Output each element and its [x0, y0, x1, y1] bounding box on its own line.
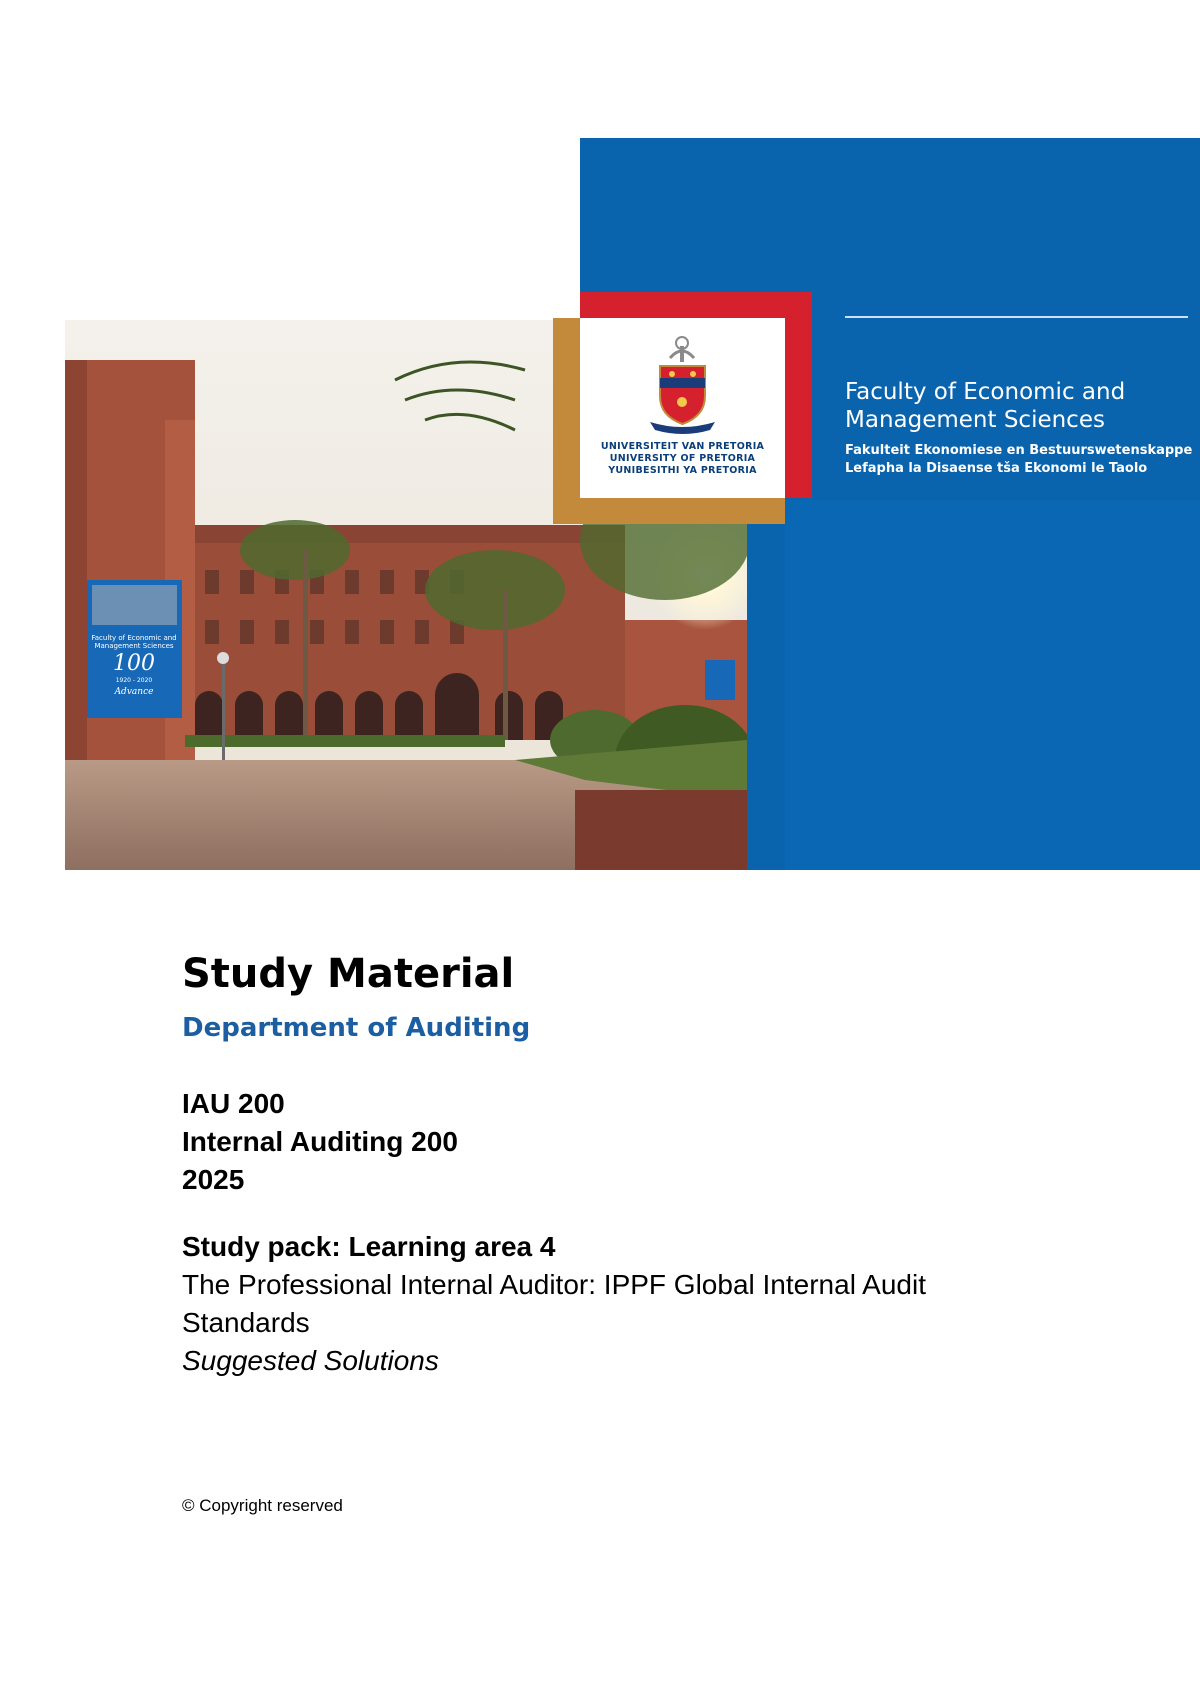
svg-text:Management Sciences: Management Sciences [94, 642, 174, 650]
faculty-name-en [845, 378, 1125, 434]
department-name: Department of Auditing [182, 1013, 531, 1043]
university-logo [580, 318, 785, 498]
faculty-name-nso: Lefapha la Disaense tša Ekonomi le Taolo [845, 461, 1148, 476]
study-pack-subtitle-line1: The Professional Internal Auditor: IPPF Global Internal Audit [182, 1269, 926, 1300]
banner-text: Faculty of Economic and [91, 634, 177, 642]
svg-text:1920 - 2020: 1920 - 2020 [115, 677, 153, 684]
university-name-en: UNIVERSITY OF PRETORIA [609, 453, 756, 464]
document-heading: Study Material [182, 951, 515, 997]
course-code: IAU 200 [182, 1088, 285, 1119]
panel-divider [845, 316, 1188, 318]
faculty-name-translations [845, 442, 1192, 478]
course-name: Internal Auditing 200 [182, 1126, 458, 1157]
faculty-panel-lower [785, 500, 1200, 870]
university-name-af: UNIVERSITEIT VAN PRETORIA [600, 441, 765, 452]
suggested-solutions: Suggested Solutions [182, 1345, 439, 1376]
study-pack-info [182, 1228, 926, 1380]
study-pack-title: Study pack: Learning area 4 [182, 1231, 556, 1262]
course-info [182, 1085, 458, 1199]
banner-centenary: 100 [113, 651, 155, 676]
faculty-name-af: Fakulteit Ekonomiese en Bestuurswetenskappe [845, 443, 1193, 458]
faculty-name-line1: Faculty of Economic and [845, 379, 1126, 405]
faculty-name-line2: Management Sciences [845, 407, 1105, 433]
university-crest-icon [580, 318, 785, 438]
svg-text:Advance: Advance [114, 687, 154, 697]
university-name-nso: YUNIBESITHI YA PRETORIA [608, 465, 757, 476]
course-year: 2025 [182, 1164, 245, 1195]
university-names [580, 441, 785, 477]
copyright-notice: © Copyright reserved [182, 1496, 343, 1515]
study-pack-subtitle-line2: Standards [182, 1307, 310, 1338]
